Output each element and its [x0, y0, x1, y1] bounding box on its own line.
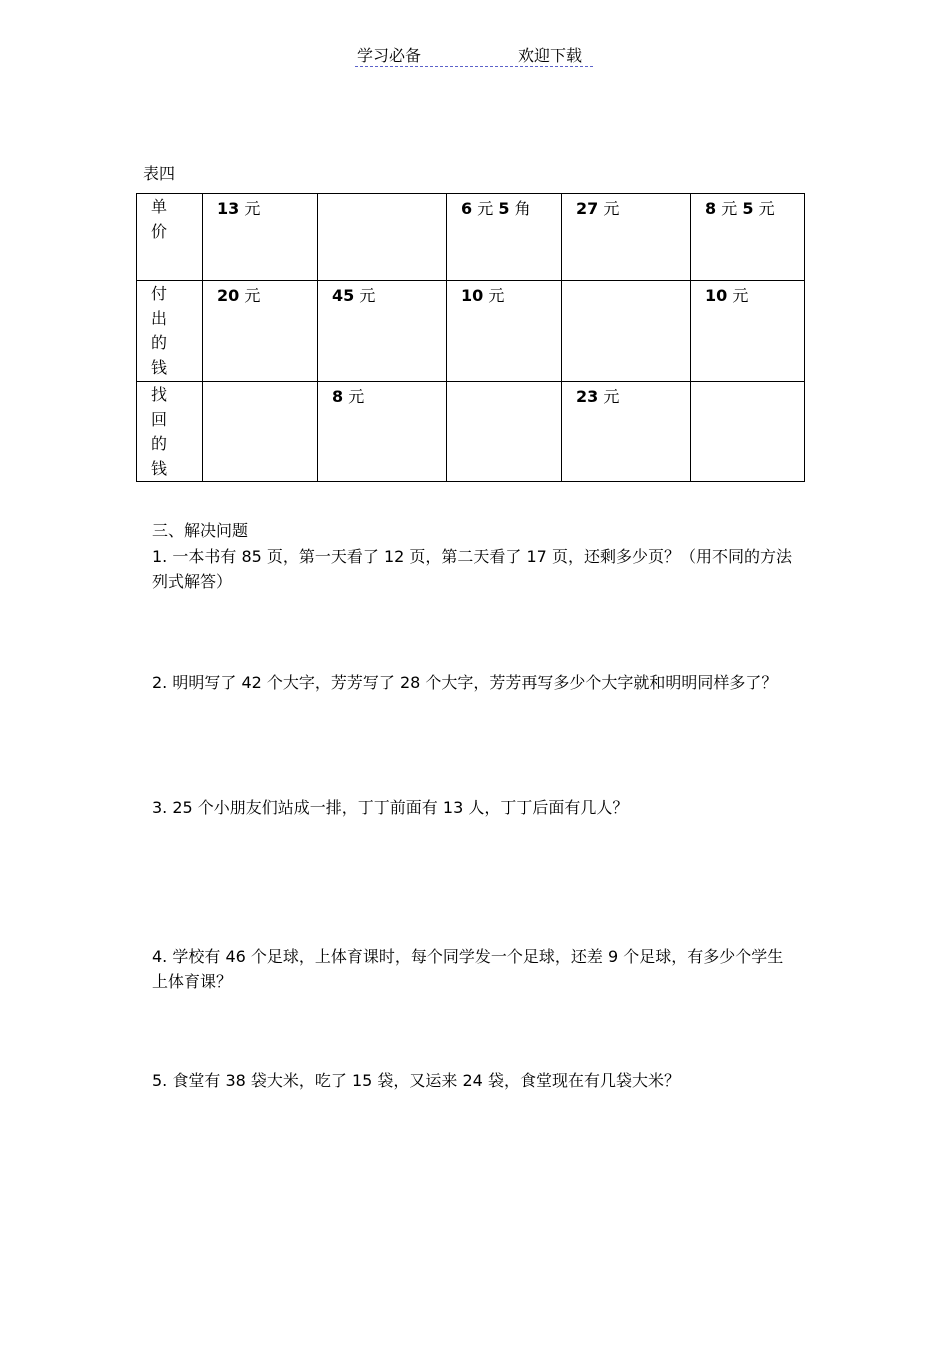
cell-unit: 元	[359, 286, 376, 305]
table-cell	[203, 281, 318, 382]
cell-number: 27	[576, 199, 599, 218]
cell-unit: 元	[244, 286, 261, 305]
table-cell	[447, 194, 562, 281]
row-label	[137, 382, 203, 482]
price-table	[136, 193, 805, 482]
table-cell	[691, 281, 805, 382]
table-cell	[562, 382, 691, 482]
table-cell	[203, 194, 318, 281]
table-cell	[318, 281, 447, 382]
table-cell	[562, 281, 691, 382]
cell-number: 20	[217, 286, 240, 305]
cell-unit: 元	[477, 199, 494, 218]
question-1: 1. 一本书有 85 页，第一天看了 12 页，第二天看了 17 页，还剩多少页？（用不同的方法列式解答）	[152, 547, 792, 591]
cell-unit: 元	[603, 387, 620, 406]
table-cell	[691, 382, 805, 482]
table-cell	[203, 382, 318, 482]
table-row	[137, 382, 805, 482]
cell-number: 23	[576, 387, 599, 406]
cell-unit: 元	[721, 199, 738, 218]
header-right-text: 欢迎下载	[518, 46, 583, 65]
table-cell	[562, 194, 691, 281]
cell-number: 8	[705, 199, 717, 218]
question-4: 4. 学校有 46 个足球，上体育课时，每个同学发一个足球，还差 9 个足球，有多少个学生上体育课？	[152, 947, 784, 991]
cell-number: 10	[461, 286, 484, 305]
price-table-body	[137, 194, 805, 482]
table-cell	[447, 382, 562, 482]
cell-number: 8	[332, 387, 344, 406]
cell-unit: 元	[603, 199, 620, 218]
cell-number: 10	[705, 286, 728, 305]
table-cell	[691, 194, 805, 281]
question-2: 2. 明明写了 42 个大字，芳芳写了 28 个大字，芳芳再写多少个大字就和明明同样多了？	[152, 673, 778, 692]
table-cell	[318, 382, 447, 482]
cell-unit: 角	[514, 199, 531, 218]
cell-unit: 元	[244, 199, 261, 218]
table-row	[137, 281, 805, 382]
cell-number: 13	[217, 199, 240, 218]
row-label-text: 单价	[151, 197, 168, 241]
cell-unit: 元	[758, 199, 775, 218]
header-left-text: 学习必备	[357, 46, 422, 65]
cell-unit: 元	[732, 286, 749, 305]
cell-unit: 元	[488, 286, 505, 305]
cell-number: 5	[742, 199, 754, 218]
table-cell	[318, 194, 447, 281]
cell-number: 6	[461, 199, 473, 218]
row-label-text: 付出的钱	[151, 284, 168, 377]
cell-unit: 元	[348, 387, 365, 406]
table-row	[137, 194, 805, 281]
row-label	[137, 281, 203, 382]
page-header	[355, 40, 593, 67]
table-title: 表四	[143, 164, 176, 183]
question-5: 5. 食堂有 38 袋大米，吃了 15 袋，又运来 24 袋，食堂现在有几袋大米？	[152, 1071, 680, 1090]
cell-number: 5	[498, 199, 510, 218]
row-label-text: 找回的钱	[151, 385, 168, 478]
table-cell	[447, 281, 562, 382]
section-title: 三、解决问题	[152, 521, 249, 540]
row-label	[137, 194, 203, 281]
question-3: 3. 25 个小朋友们站成一排，丁丁前面有 13 人，丁丁后面有几人？	[152, 798, 629, 817]
cell-number: 45	[332, 286, 355, 305]
